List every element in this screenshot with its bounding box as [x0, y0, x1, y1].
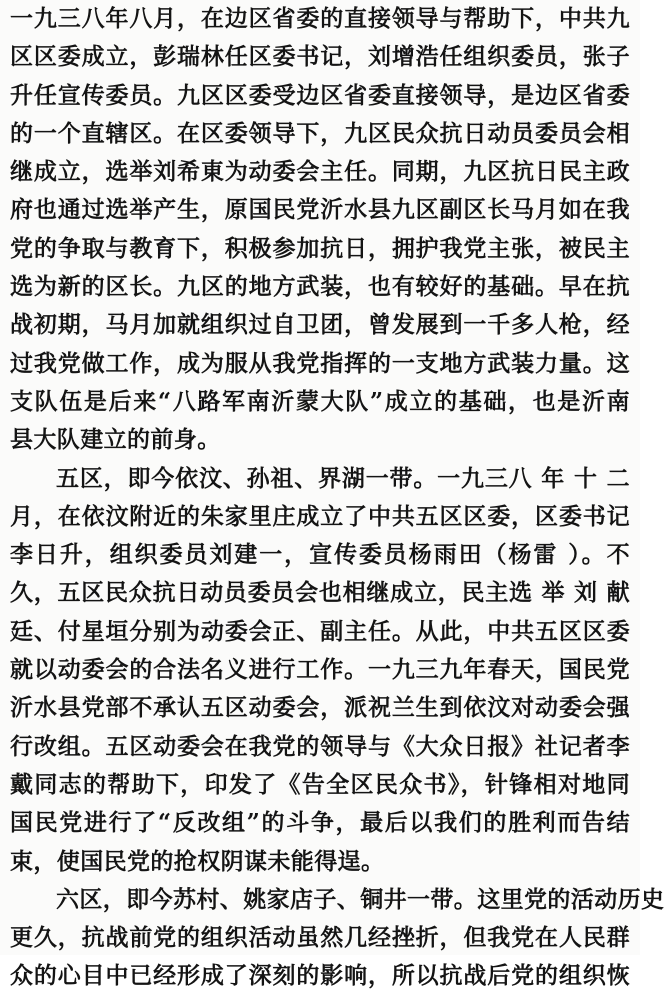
text-line: 的一个直辖区。在区委领导下，九区民众抗日动员委员会相	[10, 119, 630, 147]
text-line: 众的心目中已经形成了深刻的影响，所以抗战后党的组织恢	[10, 962, 630, 990]
text-line: 战初期，马月加就组织过自卫团，曾发展到一千多人枪，经	[10, 311, 630, 339]
text-line: 选为新的区长。九区的地方武装，也有较好的基础。早在抗	[10, 273, 630, 301]
text-line: 区区委成立，彭瑞林任区委书记，刘增浩任组织委员，张子	[10, 43, 630, 71]
text-line: 久，五区民众抗日动员委员会也相继成立，民主选 举 刘 献	[10, 579, 630, 607]
paragraph-start-line: 五区，即今依汶、孙祖、界湖一带。一九三八 年 十 二	[56, 464, 630, 492]
body-text	[10, 0, 664, 996]
text-line: 升任宣传委员。九区区委受边区省委直接领导，是边区省委	[10, 81, 630, 109]
text-line: 更久，抗战前党的组织活动虽然几经挫折，但我党在人民群	[10, 924, 630, 952]
text-line: 支队伍是后来“八路军南沂蒙大队”成立的基础，也是沂南	[10, 387, 630, 415]
text-line: 就以动委会的合法名义进行工作。一九三九年春天，国民党	[10, 656, 630, 684]
text-line: 继成立，选举刘希東为动委会主任。同期，九区抗日民主政	[10, 158, 630, 186]
text-line: 国民党进行了“反改组”的斗争，最后以我们的胜利而告结	[10, 809, 630, 837]
text-line: 沂水县党部不承认五区动委会，派祝兰生到依汶对动委会强	[10, 694, 630, 722]
text-line: 李日升，组织委员刘建一，宣传委员杨雨田（杨雷 ）。不	[10, 541, 630, 569]
text-line: 戴同志的帮助下，印发了《告全区民众书》，针锋相对地同	[10, 770, 630, 798]
text-line: 月，在依汶附近的朱家里庄成立了中共五区区委，区委书记	[10, 502, 630, 530]
text-line: 县大队建立的前身。	[10, 426, 221, 454]
text-line: 行改组。五区动委会在我党的领导与《大众日报》社记者李	[10, 732, 630, 760]
text-line: 一九三八年八月，在边区省委的直接领导与帮助下，中共九	[10, 5, 630, 32]
text-line: 廷、付星垣分别为动委会正、副主任。从此，中共五区区委	[10, 617, 630, 645]
text-line: 党的争取与教育下，积极参加抗日，拥护我党主张，被民主	[10, 234, 630, 262]
text-line: 束，使国民党的抢权阴谋未能得逞。	[10, 847, 385, 875]
text-line: 府也通过选举产生，原国民党沂水县九区副区长马月如在我	[10, 196, 630, 224]
paragraph-start-line: 六区，即今苏村、姚家店子、铜井一带。这里党的活动历史	[56, 885, 664, 913]
text-line: 过我党做工作，成为服从我党指挥的一支地方武装力量。这	[10, 349, 630, 377]
